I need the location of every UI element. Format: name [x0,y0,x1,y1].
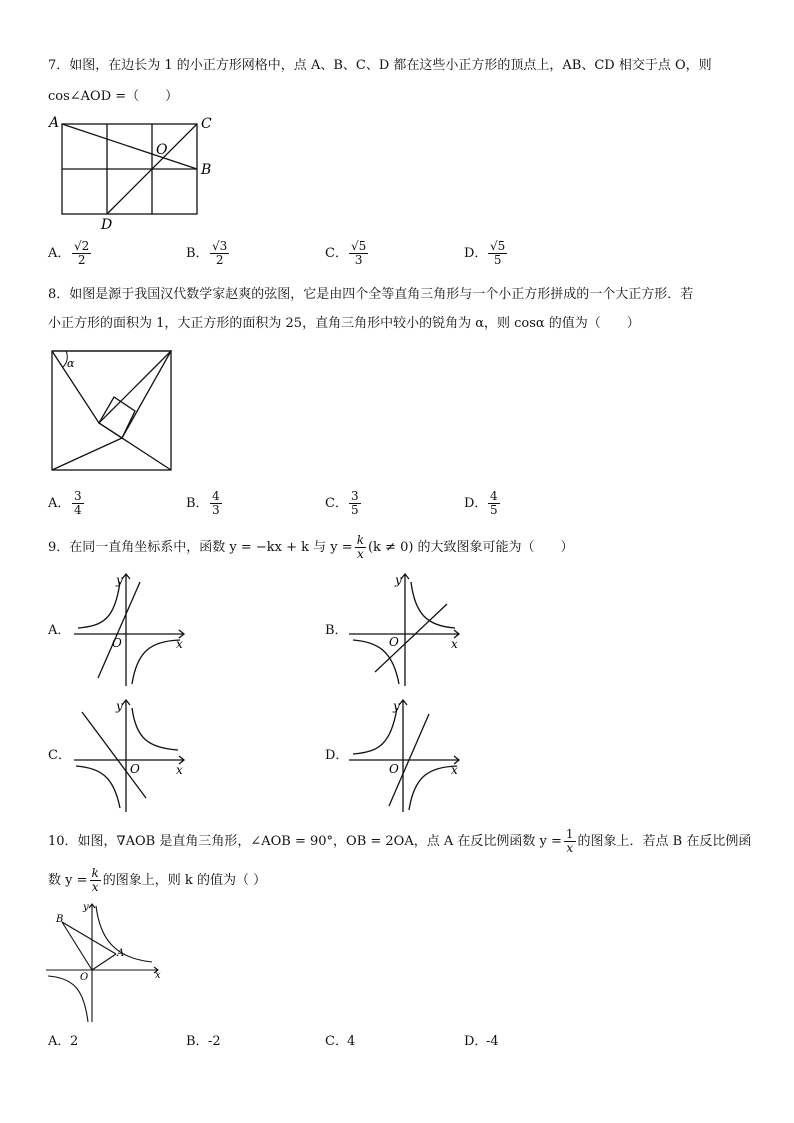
q10-stem-line2 [48,867,266,894]
origin-label: O [80,972,89,983]
option-value: -4 [486,1034,499,1049]
fraction-numerator: 3 [74,489,82,503]
option-value: -2 [208,1034,221,1049]
x-label: x [176,763,183,777]
origin-label: O [389,762,399,776]
q10-stem-pre: 数 y = [48,873,88,888]
hyperbola-branch [132,708,178,750]
q9-stem-pre: 9．在同一直角坐标系中，函数 y = −kx + k 与 y = [48,540,353,555]
triangle-leg [122,351,171,438]
line-graph [98,582,140,678]
fraction-denominator: x [356,547,364,561]
q8-stem-line2: 小正方形的面积为 1，大正方形的面积为 25，直角三角形中较小的锐角为 α，则 cosα 的值为（ ） [48,316,640,331]
option-label: C． [325,496,348,511]
hyperbola-branch [411,582,455,628]
fraction-numerator: √5 [490,239,506,253]
point-a-label: A [49,115,60,131]
y-label: y [116,699,123,713]
point-o-label: O [156,142,168,158]
q9-option-d-graph[interactable] [345,694,469,816]
option-label: A． [48,246,71,261]
q9-option-c-label[interactable]: C． [48,748,71,763]
hyperbola-branch [76,766,120,808]
x-label: x [451,637,458,651]
origin-label: O [389,635,399,649]
q10-option-b[interactable] [186,1033,221,1051]
point-b-label: B [201,162,212,178]
q10-stem-post: 的图象上，则 k 的值为（ ） [102,873,267,888]
line-graph [375,604,447,672]
q7-option-d[interactable] [464,240,509,267]
option-value: 2 [70,1034,79,1049]
q8-option-a[interactable] [48,490,86,517]
fraction-denominator: 2 [215,253,224,267]
option-label: B． [186,246,209,261]
q10-stem-pre: 10．如图，∇AOB 是直角三角形，∠AOB = 90°，OB = 2OA，点 A 在反比例函数 y = [48,834,562,849]
q9-stem-post: (k ≠ 0) 的大致图象可能为（ ） [367,540,574,555]
option-label: C． [325,246,348,261]
q9-option-a-graph[interactable] [70,568,194,690]
fraction-numerator: √5 [351,239,367,253]
q10-stem-post: 的图象上．若点 B 在反比例函 [577,834,752,849]
option-label: D． [464,1034,488,1049]
q9-option-d-label[interactable]: D． [325,748,349,763]
q9-option-b-graph[interactable] [345,568,469,690]
point-b-label: B [56,914,64,925]
x-label: x [155,970,161,981]
option-label: B． [186,1034,209,1049]
q8-option-d[interactable] [464,490,502,517]
fraction-denominator: x [91,880,99,894]
q7-grid-figure [44,112,224,234]
point-a-label: A [117,948,125,959]
fraction-numerator: 4 [212,489,220,503]
fraction-denominator: 5 [351,503,359,517]
q8-option-b[interactable] [186,490,224,517]
fraction-denominator: 2 [77,253,86,267]
hyperbola-branch [409,766,457,810]
q8-zhao-shuang-figure [44,345,180,475]
origin-label: O [130,762,140,776]
hyperbola-branch [353,708,397,754]
fraction-numerator: k [91,866,99,880]
q8-stem-line1: 8．如图是源于我国汉代数学家赵爽的弦图，它是由四个全等直角三角形与一个小正方形拼成的一个大正方形．若 [48,287,694,302]
fraction-denominator: 5 [490,503,498,517]
alpha-label: α [67,357,75,370]
option-label: A． [48,496,71,511]
fraction-numerator: √3 [212,239,228,253]
segment-oa [92,954,116,970]
q7-option-c[interactable] [325,240,370,267]
q7-stem-line2: cos∠AOD =（ ） [48,89,179,104]
hyperbola-branch [132,640,180,684]
y-label: y [83,902,89,913]
q9-stem [48,534,574,561]
fraction-numerator: √2 [74,239,90,253]
q10-option-a[interactable] [48,1033,78,1051]
q7-stem-line1: 7．如图，在边长为 1 的小正方形网格中，点 A、B、C、D 都在这些小正方形的顶点上，AB、CD 相交于点 O，则 [48,58,712,73]
fraction-numerator: 1 [565,827,574,841]
point-c-label: C [201,116,212,132]
x-label: x [451,763,458,777]
segment-ob [62,922,92,970]
q10-option-c[interactable] [325,1033,355,1051]
fraction-denominator: x [566,841,574,855]
q10-stem-line1 [48,828,751,855]
hyperbola-branch [78,582,120,628]
q7-option-b[interactable] [186,240,231,267]
q9-option-b-label[interactable]: B． [325,623,348,638]
q10-option-d[interactable] [464,1033,499,1051]
q9-option-a-label[interactable]: A． [48,623,71,638]
q8-option-c[interactable] [325,490,363,517]
point-d-label: D [101,217,113,233]
fraction-denominator: 4 [74,503,82,517]
option-label: C． [325,1034,348,1049]
option-label: D． [464,496,488,511]
fraction-denominator: 3 [354,253,363,267]
origin-label: O [112,636,122,650]
triangle-leg [52,438,122,470]
option-label: A． [48,1034,71,1049]
q9-option-c-graph[interactable] [70,694,194,816]
y-label: y [395,573,402,587]
y-label: y [393,699,400,713]
option-label: B． [186,496,209,511]
segment-ab [62,124,197,169]
fraction-denominator: 3 [212,503,220,517]
fraction-denominator: 5 [493,253,502,267]
fraction-numerator: 3 [351,489,359,503]
segment-ab [62,922,116,954]
x-label: x [176,637,183,651]
q7-option-a[interactable] [48,240,93,267]
y-label: y [116,573,123,587]
option-label: D． [464,246,488,261]
fraction-numerator: k [356,533,364,547]
fraction-numerator: 4 [490,489,498,503]
option-value: 4 [347,1034,356,1049]
q10-figure [44,898,166,1026]
